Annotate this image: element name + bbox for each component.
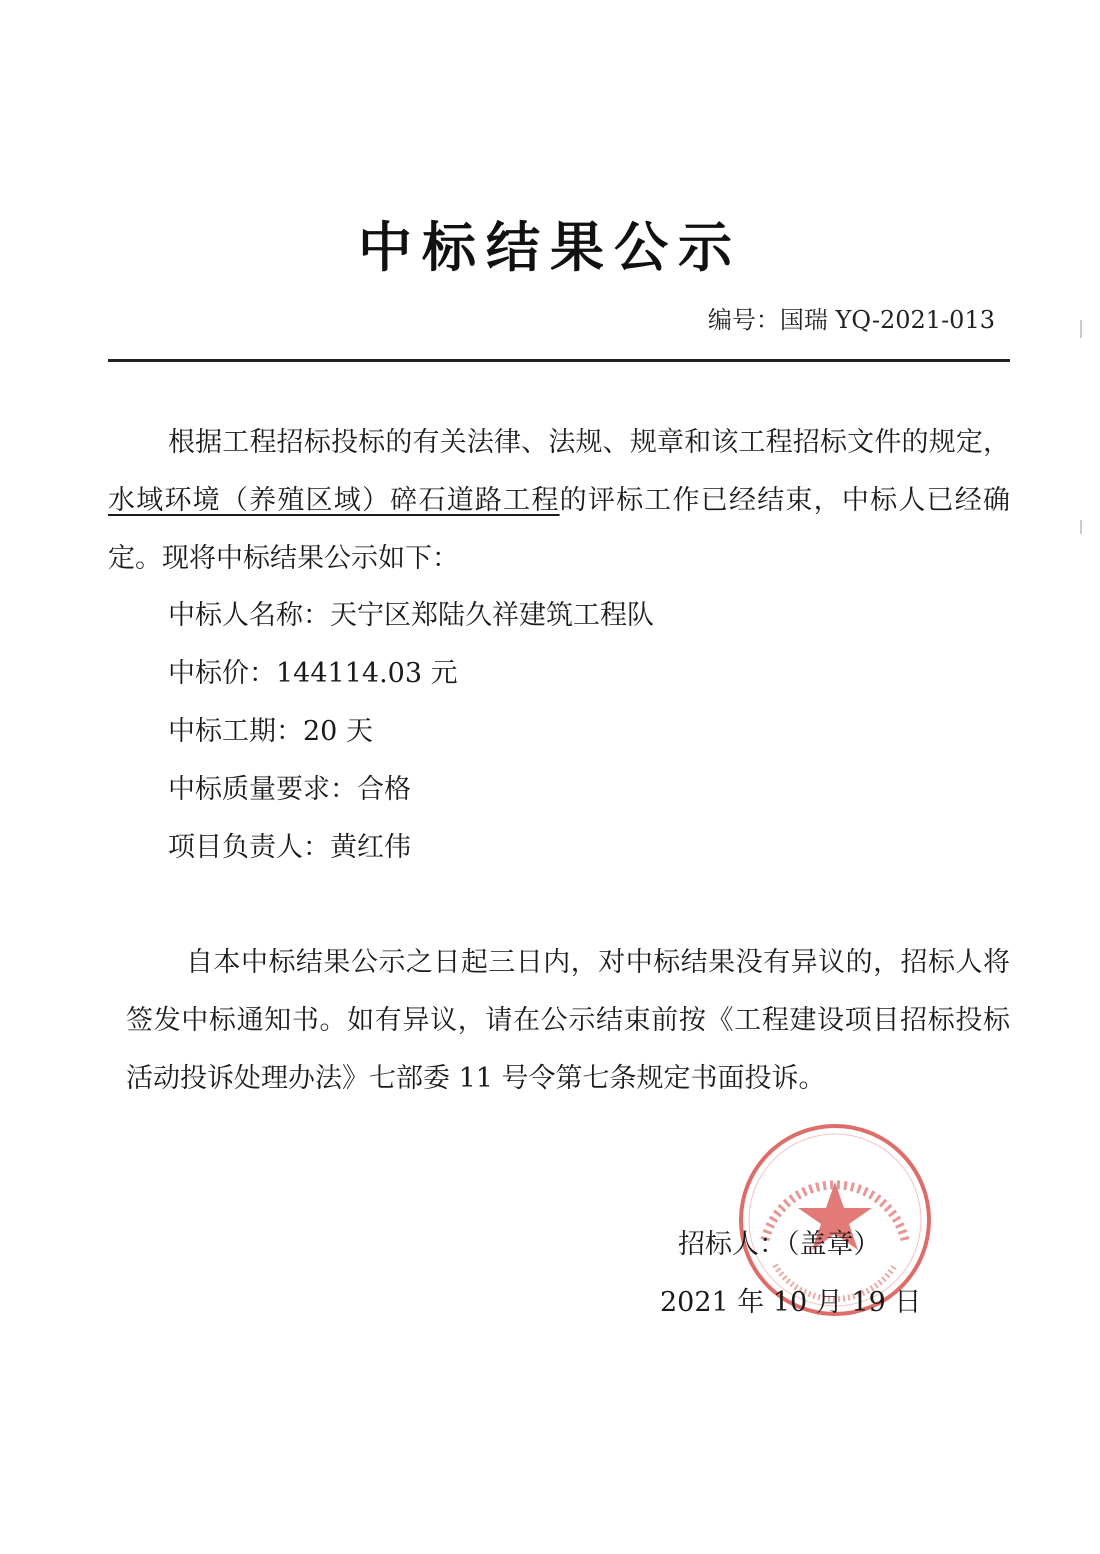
winner-field: 中标人名称：天宁区郑陆久祥建筑工程队 [168, 600, 654, 631]
signature-date: 2021 年 10 月 19 日 [660, 1287, 922, 1318]
price-field: 中标价：144114.03 元 [168, 658, 458, 689]
manager-field: 项目负责人：黄红伟 [168, 832, 411, 863]
document-number: 编号：国瑞 YQ-2021-013 [707, 306, 995, 334]
intro-text-before: 根据工程招标投标的有关法律、法规、规章和该工程招标文件的规定， [168, 427, 1010, 458]
quality-field: 中标质量要求：合格 [168, 774, 411, 805]
intro-paragraph [108, 414, 1010, 588]
intro-text-after: 的评标工作已经结束，中标人已经确定。现将中标结果公示如下： [108, 485, 1011, 574]
duration-field: 中标工期：20 天 [168, 716, 373, 747]
document-title: 中标结果公示 [358, 216, 742, 279]
closing-paragraph: 自本中标结果公示之日起三日内，对中标结果没有异议的，招标人将签发中标通知书。如有异议，请在公示结束前按《工程建设项目招标投标活动投诉处理办法》七部委 11 号令第七条规定书面投诉。 [126, 947, 1010, 1094]
header-divider [108, 359, 1010, 362]
project-name: 水域环境（养殖区域）碎石道路工程 [108, 485, 560, 516]
scan-edge-mark [1080, 320, 1082, 338]
scan-edge-mark [1080, 520, 1082, 534]
signature-label: 招标人：（盖章） [678, 1229, 881, 1260]
